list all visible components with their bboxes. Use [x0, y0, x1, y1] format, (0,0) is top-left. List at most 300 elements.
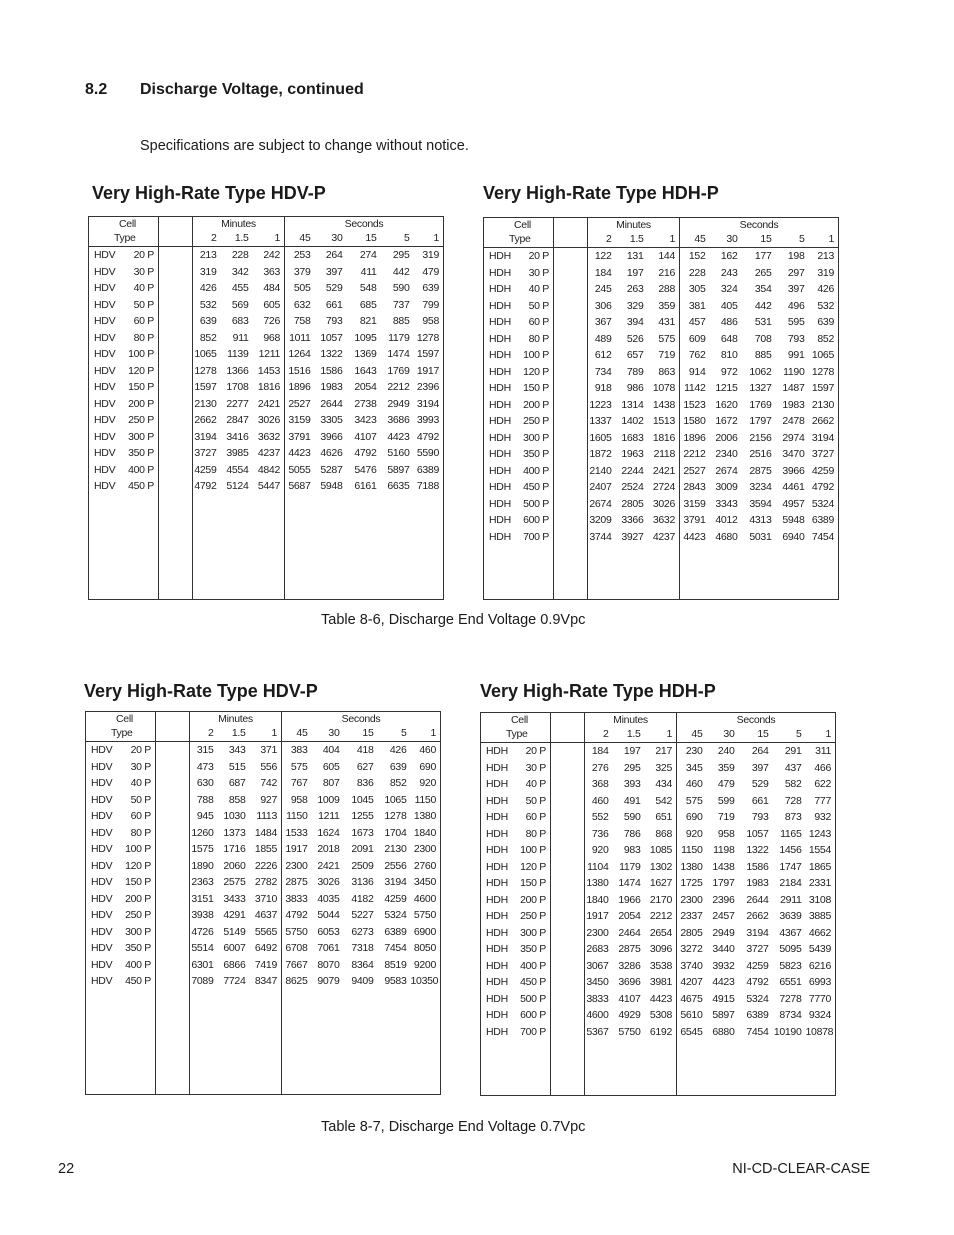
current-value: 4259 — [193, 462, 221, 479]
type-header: Type — [481, 727, 551, 743]
current-value: 7454 — [811, 530, 835, 543]
current-value: 821 — [359, 315, 377, 327]
current-value: 1474 — [618, 877, 641, 889]
minutes-col-header: 1.5 — [221, 231, 253, 247]
current-value: 1243 — [808, 827, 832, 840]
row-spacer — [551, 826, 585, 843]
current-value: 217 — [655, 745, 673, 757]
cell-type: HDV — [91, 876, 113, 888]
current-value: 2644 — [320, 397, 343, 410]
minutes-col-header: 1.5 — [218, 726, 250, 742]
current-value: 1597 — [193, 379, 221, 396]
current-value: 2407 — [588, 479, 616, 496]
current-value: 4792 — [416, 430, 440, 443]
current-value: 3639 — [779, 910, 802, 922]
cell-model: 50 P — [525, 794, 547, 807]
seconds-col-header: 45 — [282, 726, 312, 742]
current-value: 3985 — [226, 447, 249, 459]
cell-model: 100 P — [523, 349, 550, 361]
current-value: 397 — [787, 283, 805, 295]
current-value: 1065 — [811, 349, 835, 361]
current-value: 726 — [263, 315, 281, 327]
cell-type: HDH — [486, 910, 508, 922]
current-value: 3727 — [746, 943, 769, 955]
current-value: 5897 — [387, 463, 410, 476]
cell-type: HDV — [91, 777, 113, 789]
current-value: 4792 — [746, 976, 769, 988]
cell-type: HDV — [91, 892, 113, 905]
current-value: 1917 — [282, 841, 312, 858]
current-value: 807 — [322, 777, 340, 789]
current-value: 3791 — [680, 512, 710, 529]
cell-type: HDH — [489, 431, 511, 444]
row-spacer — [159, 412, 193, 429]
current-value: 1179 — [388, 331, 410, 344]
current-value: 2421 — [257, 397, 281, 410]
cell-model: 350 P — [523, 448, 550, 460]
current-value: 343 — [228, 744, 246, 756]
cell-header: Cell — [119, 218, 136, 230]
current-value: 2683 — [585, 941, 613, 958]
current-value: 6708 — [282, 940, 312, 957]
current-value: 5160 — [387, 447, 410, 459]
row-spacer — [554, 430, 588, 447]
current-value: 4423 — [387, 430, 410, 443]
current-value: 245 — [588, 281, 616, 298]
current-value: 311 — [815, 745, 832, 757]
current-value: 4626 — [320, 447, 343, 459]
current-value: 1890 — [190, 858, 218, 875]
current-value: 5447 — [257, 480, 281, 492]
current-value: 2662 — [193, 412, 221, 429]
current-value: 367 — [588, 314, 616, 331]
current-value: 144 — [658, 250, 676, 262]
current-value: 228 — [231, 249, 249, 261]
row-spacer — [554, 347, 588, 364]
current-value: 1586 — [746, 860, 769, 873]
page-number: 22 — [58, 1161, 75, 1177]
current-value: 552 — [585, 809, 613, 826]
current-value: 958 — [282, 792, 312, 809]
seconds-col-header: 15 — [344, 726, 378, 742]
current-value: 4259 — [746, 959, 769, 972]
row-spacer — [156, 775, 190, 792]
current-value: 1215 — [715, 382, 738, 394]
current-value: 6389 — [416, 463, 440, 476]
current-value: 2156 — [749, 431, 772, 444]
row-spacer — [156, 742, 190, 759]
cell-type: HDV — [94, 463, 116, 476]
row-spacer — [159, 396, 193, 413]
table-row — [481, 991, 836, 1008]
cell-model: 20 P — [525, 745, 547, 757]
cell-model: 400 P — [523, 464, 550, 477]
current-value: 1062 — [749, 365, 772, 378]
current-value: 2847 — [226, 414, 249, 426]
current-value: 3632 — [257, 430, 281, 443]
table-row — [481, 743, 836, 760]
current-value: 2782 — [254, 876, 278, 888]
row-spacer — [159, 346, 193, 363]
current-value: 354 — [754, 283, 772, 295]
current-value: 491 — [623, 794, 641, 807]
current-value: 6389 — [384, 925, 407, 938]
current-value: 315 — [190, 742, 218, 759]
current-value: 582 — [784, 778, 802, 790]
table-row — [484, 430, 839, 447]
current-value: 1708 — [226, 381, 249, 393]
current-value: 5514 — [190, 940, 218, 957]
current-value: 708 — [754, 332, 772, 345]
seconds-header: Seconds — [282, 712, 441, 727]
current-value: 4792 — [811, 481, 835, 493]
cell-model: 60 P — [130, 810, 152, 822]
current-value: 737 — [392, 298, 410, 311]
header-spacer — [156, 712, 190, 727]
row-spacer — [159, 363, 193, 380]
current-value: 2674 — [588, 496, 616, 513]
current-value: 5476 — [354, 463, 377, 476]
current-value: 639 — [422, 282, 440, 294]
cell-type: HDV — [91, 942, 113, 954]
current-value: 5565 — [254, 925, 278, 938]
row-spacer — [156, 940, 190, 957]
current-value: 1816 — [652, 431, 676, 444]
current-value: 968 — [263, 331, 281, 344]
current-value: 1373 — [223, 826, 246, 839]
current-value: 1179 — [619, 860, 641, 873]
current-value: 1438 — [652, 398, 676, 411]
table-row — [481, 809, 836, 826]
current-value: 958 — [717, 827, 735, 840]
current-value: 2331 — [808, 877, 832, 889]
seconds-col-header: 5 — [381, 231, 414, 247]
cell-model: 100 P — [128, 348, 155, 360]
current-value: 1065 — [384, 793, 407, 806]
current-value: 1597 — [811, 382, 835, 394]
row-spacer — [156, 825, 190, 842]
cell-model: 40 P — [133, 282, 155, 294]
table-row — [86, 957, 441, 974]
current-value: 6551 — [779, 976, 802, 988]
current-value: 342 — [231, 265, 249, 278]
current-value: 2662 — [746, 910, 769, 922]
current-value: 3440 — [712, 943, 735, 955]
header-spacer — [156, 726, 190, 742]
current-value: 6273 — [351, 925, 374, 938]
current-value: 556 — [260, 760, 278, 773]
current-value: 6900 — [413, 925, 437, 938]
cell-type: HDH — [489, 250, 511, 262]
current-value: 371 — [260, 744, 278, 756]
current-value: 6635 — [387, 480, 410, 492]
current-value: 243 — [720, 266, 738, 279]
table-row — [484, 380, 839, 397]
table-row — [86, 891, 441, 908]
current-value: 4012 — [715, 514, 738, 526]
current-value: 6216 — [808, 959, 832, 972]
current-value: 1840 — [585, 892, 613, 909]
current-value: 6007 — [223, 942, 246, 954]
current-value: 2170 — [649, 893, 673, 906]
current-value: 4957 — [782, 497, 805, 510]
current-value: 10878 — [805, 1025, 834, 1038]
cell-type: HDH — [489, 365, 511, 378]
current-value: 1065 — [193, 346, 221, 363]
current-value: 983 — [623, 844, 641, 856]
row-spacer — [554, 479, 588, 496]
row-spacer — [156, 874, 190, 891]
current-value: 1327 — [749, 382, 772, 394]
cell-model: 450 P — [523, 481, 550, 493]
current-value: 2130 — [193, 396, 221, 413]
current-value: 7770 — [808, 992, 832, 1005]
seconds-col-header: 30 — [315, 231, 347, 247]
current-value: 639 — [817, 316, 835, 328]
current-value: 1095 — [354, 331, 377, 344]
current-value: 7454 — [746, 1025, 769, 1038]
minutes-col-header: 1 — [648, 232, 680, 248]
minutes-col-header: 2 — [588, 232, 616, 248]
minutes-header: Minutes — [190, 712, 282, 727]
cell-model: 350 P — [128, 447, 155, 459]
current-value: 3272 — [677, 941, 707, 958]
current-value: 5590 — [416, 447, 440, 459]
current-value: 1983 — [746, 877, 769, 889]
cell-type: HDV — [91, 843, 113, 855]
current-value: 1085 — [649, 844, 673, 856]
current-value: 1302 — [649, 860, 673, 873]
table-row — [89, 280, 444, 297]
cell-type: HDV — [91, 810, 113, 822]
current-value: 575 — [677, 793, 707, 810]
current-value: 569 — [231, 298, 249, 311]
current-value: 442 — [392, 265, 410, 278]
cell-type: HDH — [489, 398, 511, 411]
current-value: 455 — [231, 282, 249, 294]
row-spacer — [159, 462, 193, 479]
cell-model: 250 P — [523, 415, 550, 427]
cell-type: HDV — [94, 282, 116, 294]
current-value: 442 — [754, 299, 772, 312]
current-value: 3833 — [585, 991, 613, 1008]
current-value: 5044 — [317, 909, 340, 921]
cell-type: HDV — [91, 925, 113, 938]
current-value: 1223 — [588, 397, 616, 414]
current-value: 426 — [389, 744, 407, 756]
current-value: 793 — [325, 315, 343, 327]
current-value: 2396 — [416, 381, 440, 393]
current-value: 2130 — [811, 398, 835, 411]
current-value: 3791 — [285, 429, 315, 446]
current-value: 2911 — [780, 893, 802, 906]
cell-model: 150 P — [523, 382, 550, 394]
table-row — [89, 313, 444, 330]
current-value: 7724 — [223, 975, 246, 987]
table-row — [484, 446, 839, 463]
current-value: 920 — [419, 777, 437, 789]
cell-type: HDV — [94, 265, 116, 278]
current-value: 434 — [655, 778, 673, 790]
current-value: 2091 — [351, 843, 374, 855]
current-value: 2674 — [715, 464, 738, 477]
current-value: 927 — [260, 793, 278, 806]
current-value: 3009 — [715, 481, 738, 493]
current-value: 2949 — [712, 926, 735, 939]
table-row — [484, 397, 839, 414]
table-row — [89, 346, 444, 363]
current-value: 991 — [787, 349, 805, 361]
seconds-col-header: 1 — [809, 232, 839, 248]
current-value: 1190 — [783, 365, 805, 378]
row-spacer — [156, 808, 190, 825]
current-value: 184 — [588, 265, 616, 282]
current-value: 295 — [392, 249, 410, 261]
cell-type: HDV — [91, 744, 113, 756]
cell-model: 150 P — [125, 876, 152, 888]
current-value: 162 — [720, 250, 738, 262]
current-value: 1045 — [351, 793, 374, 806]
current-value: 253 — [285, 247, 315, 264]
current-value: 5124 — [226, 480, 249, 492]
cell-type: HDV — [91, 975, 113, 987]
current-value: 661 — [751, 794, 769, 807]
current-value: 3136 — [351, 876, 374, 888]
table-row — [86, 841, 441, 858]
row-spacer — [551, 760, 585, 777]
current-value: 3305 — [320, 414, 343, 426]
cell-model: 400 P — [128, 463, 155, 476]
current-value: 1078 — [652, 382, 676, 394]
current-value: 496 — [787, 299, 805, 312]
cell-model: 300 P — [520, 926, 547, 939]
current-value: 767 — [282, 775, 312, 792]
table-row — [484, 479, 839, 496]
current-value: 1314 — [621, 398, 644, 411]
table-row — [484, 529, 839, 546]
current-value: 4259 — [384, 892, 407, 905]
current-value: 799 — [422, 298, 440, 311]
row-spacer — [551, 925, 585, 942]
table-heading-hdh-09: Very High-Rate Type HDH-P — [483, 183, 719, 203]
cell-model: 50 P — [528, 299, 550, 312]
table-row — [484, 298, 839, 315]
table-row — [86, 973, 441, 990]
current-value: 3286 — [618, 959, 641, 972]
cell-model: 50 P — [133, 298, 155, 311]
current-value: 2760 — [413, 859, 437, 872]
cell-type: HDV — [91, 859, 113, 872]
current-value: 363 — [263, 265, 281, 278]
current-value: 5287 — [320, 463, 343, 476]
current-value: 575 — [282, 759, 312, 776]
current-value: 5610 — [677, 1007, 707, 1024]
current-value: 1533 — [282, 825, 312, 842]
current-value: 2527 — [680, 463, 710, 480]
current-value: 605 — [263, 298, 281, 311]
current-value: 397 — [325, 265, 343, 278]
current-value: 515 — [228, 760, 246, 773]
current-value: 2184 — [779, 877, 802, 889]
cell-type: HDV — [94, 348, 116, 360]
current-value: 4929 — [618, 1009, 641, 1021]
cell-type: HDV — [94, 480, 116, 492]
minutes-col-header: 1.5 — [613, 727, 645, 743]
cell-type: HDH — [489, 349, 511, 361]
current-value: 918 — [588, 380, 616, 397]
document-id: NI-CD-CLEAR-CASE — [732, 1161, 870, 1177]
current-value: 5324 — [384, 909, 407, 921]
current-value: 632 — [285, 297, 315, 314]
current-value: 690 — [677, 809, 707, 826]
current-value: 1484 — [254, 826, 278, 839]
current-value: 3194 — [811, 431, 835, 444]
table-row — [89, 363, 444, 380]
current-value: 9583 — [384, 975, 407, 987]
row-spacer — [554, 265, 588, 282]
current-value: 10350 — [410, 975, 439, 987]
current-value: 4313 — [749, 514, 772, 526]
current-value: 1474 — [387, 348, 410, 360]
cell-model: 30 P — [130, 760, 152, 773]
current-value: 319 — [422, 249, 440, 261]
current-value: 6866 — [223, 958, 246, 971]
cell-model: 80 P — [130, 826, 152, 839]
cell-model: 80 P — [133, 331, 155, 344]
current-value: 590 — [392, 282, 410, 294]
row-spacer — [554, 512, 588, 529]
row-spacer — [156, 957, 190, 974]
current-value: 345 — [677, 760, 707, 777]
current-value: 986 — [626, 382, 644, 394]
current-value: 5031 — [749, 530, 772, 543]
current-value: 945 — [190, 808, 218, 825]
row-spacer — [159, 247, 193, 264]
current-value: 5750 — [413, 909, 437, 921]
row-spacer — [551, 875, 585, 892]
cell-header: Cell — [514, 219, 531, 231]
current-value: 1704 — [384, 826, 407, 839]
current-value: 531 — [754, 316, 772, 328]
discharge-table-hdv-09 — [88, 216, 444, 600]
current-value: 8347 — [254, 975, 278, 987]
table-row — [89, 478, 444, 495]
current-value: 6880 — [712, 1025, 735, 1038]
current-value: 3993 — [416, 414, 440, 426]
current-value: 6389 — [811, 514, 835, 526]
table-row — [89, 462, 444, 479]
current-value: 3096 — [649, 943, 673, 955]
current-value: 2556 — [384, 859, 407, 872]
current-value: 1260 — [190, 825, 218, 842]
current-value: 5149 — [223, 925, 246, 938]
current-value: 8050 — [413, 942, 437, 954]
current-value: 5750 — [282, 924, 312, 941]
current-value: 5055 — [285, 462, 315, 479]
current-value: 1716 — [223, 843, 246, 855]
current-value: 2054 — [354, 381, 377, 393]
current-value: 2527 — [285, 396, 315, 413]
cell-model: 600 P — [520, 1009, 547, 1021]
current-value: 3108 — [808, 893, 832, 906]
current-value: 2006 — [715, 431, 738, 444]
current-value: 1917 — [416, 364, 440, 377]
current-value: 1322 — [746, 844, 769, 856]
current-value: 1211 — [318, 810, 340, 822]
current-value: 2575 — [223, 876, 246, 888]
current-value: 3450 — [413, 876, 437, 888]
current-value: 5687 — [285, 478, 315, 495]
